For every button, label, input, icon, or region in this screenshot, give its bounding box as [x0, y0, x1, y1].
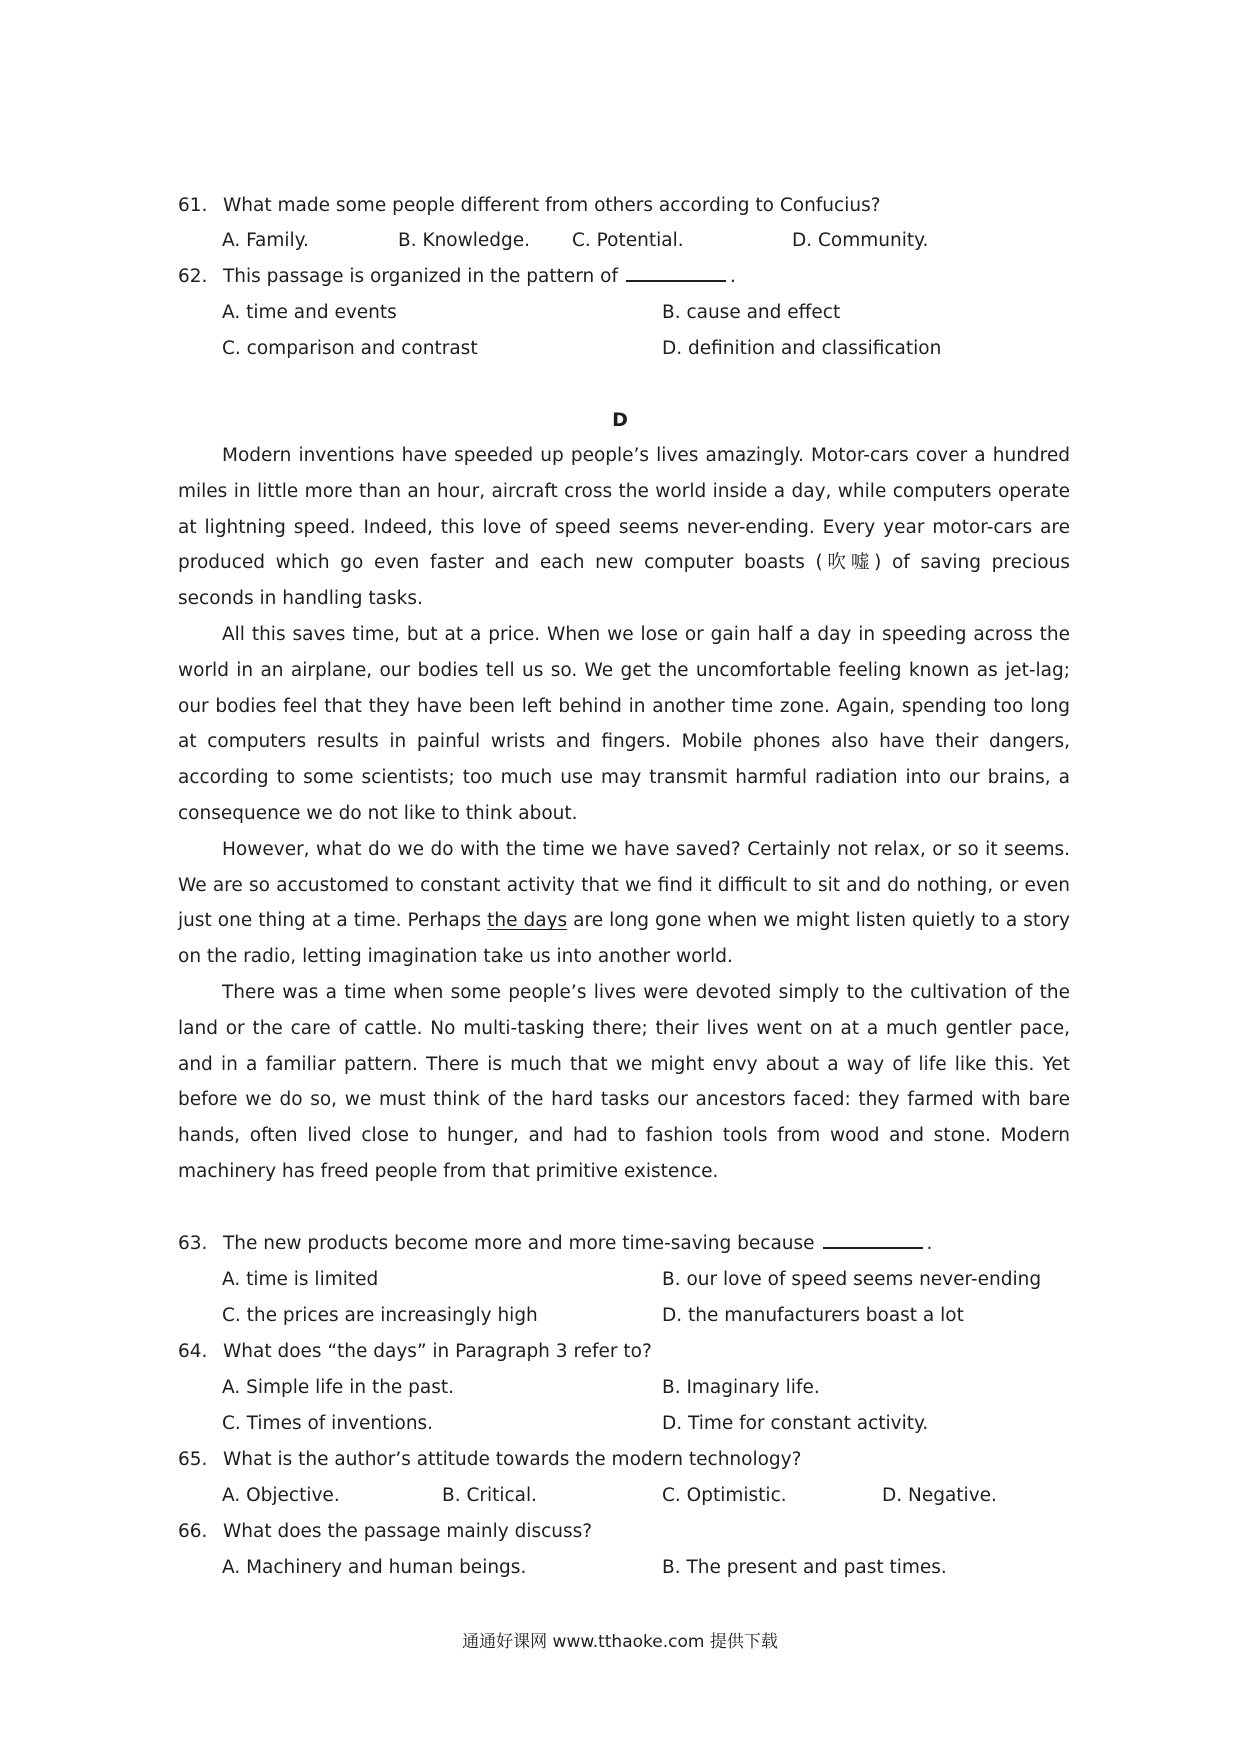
- question-62: [178, 259, 736, 295]
- option-c: C. comparison and contrast: [222, 338, 478, 359]
- question-number: 63.: [178, 1233, 208, 1254]
- option-b: B. cause and effect: [662, 302, 841, 323]
- option-d: D. Time for constant activity.: [662, 1413, 929, 1434]
- option-b: B. Critical.: [442, 1485, 538, 1506]
- option-d: D. Negative.: [882, 1485, 997, 1506]
- question-number: 61.: [178, 195, 208, 216]
- option-a: A. Machinery and human beings.: [222, 1557, 527, 1578]
- question-text: This passage is organized in the pattern of: [223, 266, 618, 287]
- option-b: B. Knowledge.: [398, 230, 531, 251]
- reading-passage: [178, 438, 1070, 1190]
- question-text: What made some people different from others according to Confucius?: [223, 195, 881, 216]
- question-number: 64.: [178, 1341, 208, 1362]
- option-b: B. our love of speed seems never-ending: [662, 1269, 1042, 1290]
- question-text: What is the author’s attitude towards the modern technology?: [223, 1449, 802, 1470]
- paragraph-3: [178, 832, 1070, 975]
- option-a: A. Simple life in the past.: [222, 1377, 455, 1398]
- option-a: A. Family.: [222, 230, 309, 251]
- question-text: What does “the days” in Paragraph 3 refer to?: [223, 1341, 652, 1362]
- option-d: D. the manufacturers boast a lot: [662, 1305, 964, 1326]
- section-heading: D: [612, 409, 628, 431]
- question-text: The new products become more and more time-saving because: [223, 1233, 815, 1254]
- option-c: C. Times of inventions.: [222, 1413, 434, 1434]
- option-b: B. Imaginary life.: [662, 1377, 820, 1398]
- page-footer: 通通好课网 www.tthaoke.com 提供下载: [462, 1632, 778, 1652]
- paragraph-2: All this saves time, but at a price. When we lose or gain half a day in speeding across the world in an airplane, our bodies tell us so. We get the uncomfortable feeling known as jet-lag; our bodies feel that they have been left behind in another time zone. Again, spending too long at computers results in painful wrists and fingers. Mobile phones also have their dangers, according to some scientists; too much use may transmit harmful radiation into our brains, a consequence we do not like to think about.: [178, 623, 1070, 824]
- option-a: A. Objective.: [222, 1485, 340, 1506]
- question-65: [178, 1442, 801, 1478]
- question-number: 62.: [178, 266, 208, 287]
- question-number: 65.: [178, 1449, 208, 1470]
- option-d: D. definition and classification: [662, 338, 942, 359]
- question-text: What does the passage mainly discuss?: [223, 1521, 593, 1542]
- answer-blank: [626, 260, 726, 282]
- option-a: A. time and events: [222, 302, 397, 323]
- option-c: C. Optimistic.: [662, 1485, 787, 1506]
- paragraph-3-part-1: However, what do we do with the time we have saved? Certainly not relax, or so it seems. We are so accustomed to constant activity that we find it difficult to sit and do nothing, or even just one thing at a time. Perhaps: [178, 838, 1070, 932]
- question-end: .: [729, 266, 736, 287]
- underlined-phrase: the days: [487, 910, 568, 932]
- option-c: C. Potential.: [572, 230, 684, 251]
- question-64: [178, 1334, 652, 1370]
- paragraph-1: Modern inventions have speeded up people’s lives amazingly. Motor-cars cover a hundred miles in little more than an hour, aircraft cross the world inside a day, while computers operate at lightning speed. Indeed, this love of speed seems never-ending. Every year motor-cars are produced which go even faster and each new computer boasts (吹嘘) of saving precious seconds in handling tasks.: [178, 445, 1070, 610]
- option-b: B. The present and past times.: [662, 1557, 947, 1578]
- paragraph-3-part-2: are long gone when we might listen quietly to a story on the radio, letting imagination take us into another world.: [178, 910, 1071, 968]
- option-a: A. time is limited: [222, 1269, 379, 1290]
- question-61: [178, 188, 881, 224]
- option-d: D. Community.: [792, 230, 929, 251]
- question-number: 66.: [178, 1521, 208, 1542]
- question-66: [178, 1514, 592, 1550]
- answer-blank: [823, 1227, 923, 1249]
- paragraph-4: There was a time when some people’s lives were devoted simply to the cultivation of the land or the care of cattle. No multi-tasking there; their lives went on at a much gentler pace, and in a familiar pattern. There is much that we might envy about a way of life like this. Yet before we do so, we must think of the hard tasks our ancestors faced: they farmed with bare hands, often lived close to hunger, and had to fashion tools from wood and stone. Modern machinery has freed people from that primitive existence.: [178, 981, 1070, 1182]
- question-63: [178, 1226, 932, 1262]
- option-c: C. the prices are increasingly high: [222, 1305, 538, 1326]
- question-end: .: [926, 1233, 933, 1254]
